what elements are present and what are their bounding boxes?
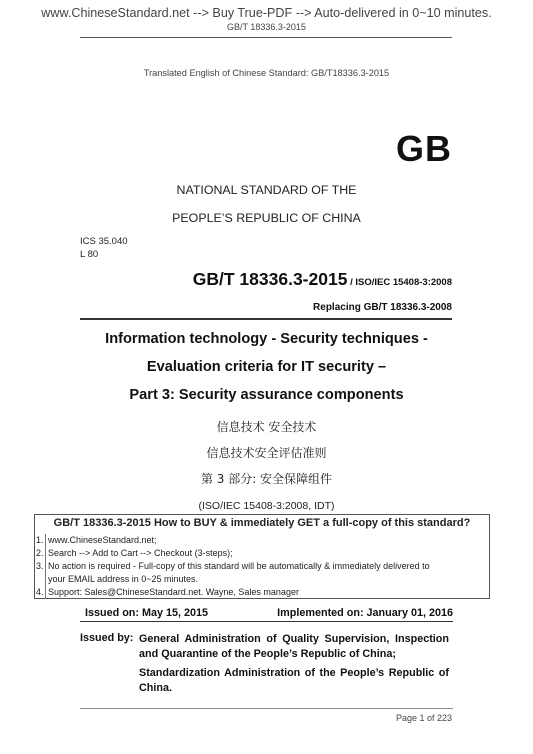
top-banner: www.ChineseStandard.net --> Buy True-PDF --> Auto-delivered in 0~10 minutes. xyxy=(41,6,492,20)
buy-step-text: No action is required - Full-copy of this standard will be automatically & immediately delivered to xyxy=(48,561,430,571)
header-divider xyxy=(80,37,452,38)
buy-step-text: Search --> Add to Cart --> Checkout (3-steps); xyxy=(48,548,233,558)
buy-step-continuation: your EMAIL address in 0~25 minutes. xyxy=(48,574,198,584)
standard-number: GB/T 18336.3-2015 xyxy=(192,269,348,289)
dates-divider xyxy=(80,621,453,622)
buy-step-link[interactable]: www.ChineseStandard.net; xyxy=(48,535,157,545)
buy-step xyxy=(35,586,489,599)
buy-step-number: 2. xyxy=(35,547,46,560)
title-line-2: Evaluation criteria for IT security – xyxy=(146,359,387,375)
chinese-title-line-3: 第 3 部分: 安全保障组件 xyxy=(200,472,333,486)
implemented-on-date: Implemented on: January 01, 2016 xyxy=(277,607,453,619)
iso-equivalent: / ISO/IEC 15408-3:2008 xyxy=(347,277,452,288)
replacing-note: Replacing GB/T 18336.3-2008 xyxy=(313,302,452,313)
national-standard-line-1: NATIONAL STANDARD OF THE xyxy=(176,183,357,197)
buy-step-number: 1. xyxy=(35,534,46,547)
translated-note: Translated English of Chinese Standard: GB/T18336.3-2015 xyxy=(143,68,390,78)
buy-step-support[interactable]: Support: Sales@ChineseStandard.net. Wayne, Sales manager xyxy=(48,587,299,597)
buy-step-number: 4. xyxy=(35,586,46,599)
issuer-sac: Standardization Administration of the People’s Republic of China. xyxy=(139,667,449,694)
ics-code: ICS 35.040 xyxy=(80,236,128,247)
issued-on-date: Issued on: May 15, 2015 xyxy=(85,607,209,619)
buy-step xyxy=(35,560,489,586)
chinese-title-line-1: 信息技术 安全技术 xyxy=(216,420,317,434)
issued-by-label: Issued by: xyxy=(80,632,134,644)
dates-row xyxy=(80,607,453,620)
buy-step xyxy=(35,534,489,547)
gb-logo: GB xyxy=(396,128,452,169)
title-line-1: Information technology - Security techniques - xyxy=(105,331,428,347)
national-standard-line-2: PEOPLE’S REPUBLIC OF CHINA xyxy=(172,211,361,225)
buy-steps-list xyxy=(35,534,489,599)
header-standard-code: GB/T 18336.3-2015 xyxy=(227,22,306,32)
buy-info-box xyxy=(34,514,490,599)
page-number: Page 1 of 223 xyxy=(395,713,452,723)
buy-step xyxy=(35,547,489,560)
title-divider xyxy=(80,318,452,320)
footer-divider xyxy=(80,708,453,709)
chinese-title-line-2: 信息技术安全评估准则 xyxy=(206,446,327,460)
l-code: L 80 xyxy=(80,249,99,260)
issuer-aqsiq: General Administration of Quality Supervision, Inspection and Quarantine of the People’s Republic of China; xyxy=(139,633,449,660)
iso-idt-note: (ISO/IEC 15408-3:2008, IDT) xyxy=(198,500,335,512)
title-line-3: Part 3: Security assurance components xyxy=(129,387,404,403)
buy-step-number: 3. xyxy=(35,560,46,586)
buy-box-title: GB/T 18336.3-2015 How to BUY & immediately GET a full-copy of this standard? xyxy=(53,517,471,529)
standard-number-line xyxy=(193,269,452,290)
